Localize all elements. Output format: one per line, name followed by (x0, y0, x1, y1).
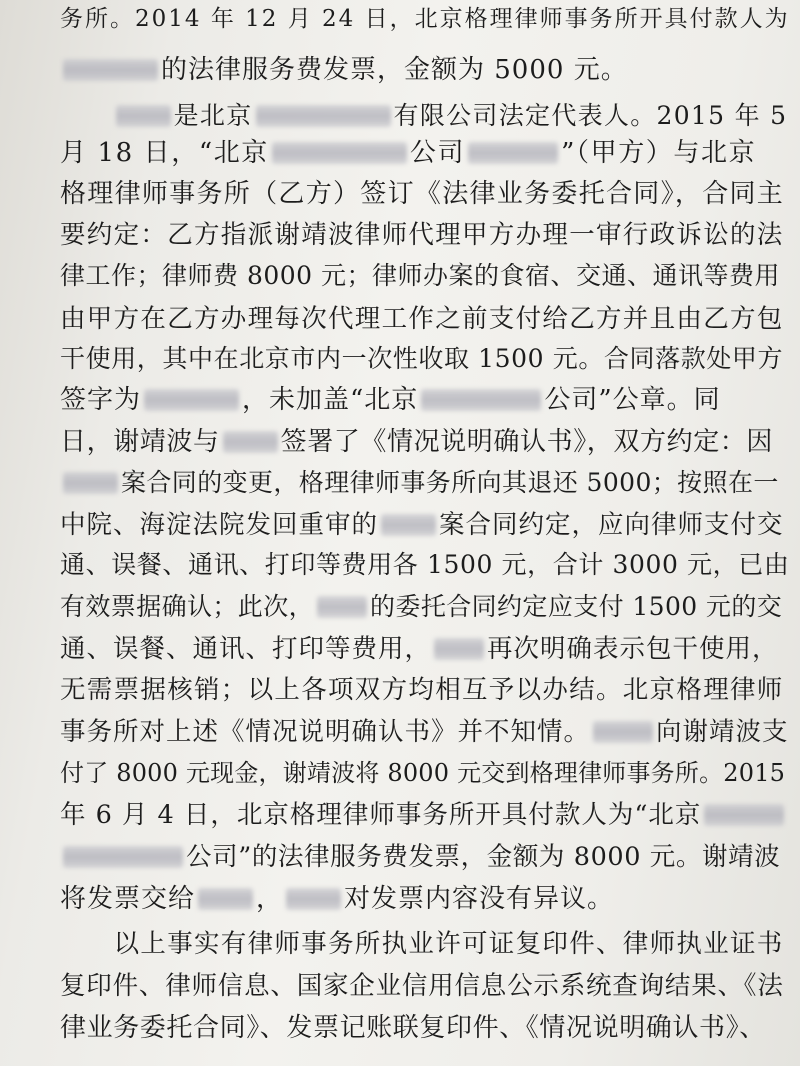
text-line (60, 632, 779, 666)
text-line (60, 136, 757, 170)
text-segment: 由甲方在乙方办理每次代理工作之前支付给乙方并且由乙方包 (60, 304, 784, 334)
text-segment: 向谢靖波支 (656, 717, 789, 747)
text-segment: 通、误餐、通讯、打印等费用， (60, 634, 432, 664)
text-segment: 签署了《情况说明确认书》，双方约定：因 (280, 427, 774, 457)
redaction-mark (272, 142, 407, 164)
text-segment: 律业务委托合同》、发票记账联复印件、《情况说明确认书》、 (60, 1013, 766, 1043)
text-segment: 事务所对上述《情况说明确认书》并不知情。 (60, 717, 591, 747)
text-segment: 通、误餐、通讯、打印等费用各 1500 元，合计 3000 元，已由 (60, 550, 790, 579)
text-segment: 年 6 月 4 日，北京格理律师事务所开具付款人为“北京 (60, 800, 702, 830)
redaction-mark (223, 431, 278, 453)
text-line (60, 425, 774, 459)
redaction-mark (593, 721, 653, 743)
redaction-mark (144, 389, 239, 411)
text-segment: 复印件、律师信息、国家企业信用信息公示系统查询结果、《法 (60, 971, 784, 1001)
text-line (60, 53, 740, 87)
text-line (60, 673, 784, 707)
text-line (60, 715, 789, 749)
text-line (60, 927, 784, 961)
redaction-mark (63, 846, 183, 868)
text-segment: 的委托合同约定应支付 1500 元的交 (370, 592, 783, 621)
text-segment: 再次明确表示包干使用， (487, 634, 779, 664)
text-line (60, 882, 740, 916)
text-line (60, 756, 786, 790)
text-segment: ，未加盖“北京 (242, 385, 419, 415)
text-line (60, 99, 788, 133)
text-line (60, 218, 784, 252)
redaction-mark (421, 389, 541, 411)
redaction-mark (63, 472, 118, 494)
text-line (60, 259, 781, 293)
text-line (60, 798, 740, 832)
text-segment: 将发票交给 (60, 884, 196, 914)
redaction-mark (286, 888, 341, 910)
text-segment: 的法律服务费发票，金额为 5000 元。 (161, 55, 628, 85)
redaction-mark (317, 596, 367, 618)
text-line (60, 548, 790, 582)
text-segment: 对发票内容没有异议。 (344, 884, 615, 914)
text-segment: 月 18 日，“北京 (60, 138, 269, 168)
redaction-mark (63, 59, 158, 81)
redaction-mark (116, 105, 171, 127)
text-line (60, 2, 790, 36)
text-segment (60, 101, 113, 130)
redaction-mark (198, 888, 253, 910)
text-segment: 公司”的法律服务费发票，金额为 8000 元。谢靖波 (186, 842, 781, 872)
redaction-mark (256, 105, 391, 127)
redaction-mark (704, 804, 784, 826)
text-segment: 签字为 (60, 385, 142, 415)
text-segment: 公司”公章。同 (544, 385, 721, 415)
text-line (60, 383, 740, 417)
text-line (60, 969, 784, 1003)
text-segment: 日，谢靖波与 (60, 427, 220, 457)
redaction-mark (468, 142, 558, 164)
text-segment: 有效票据确认；此次， (60, 592, 315, 621)
text-segment: 以上事实有律师事务所执业许可证复印件、律师执业证书 (60, 929, 784, 959)
text-segment: ， (256, 884, 284, 914)
text-line (60, 590, 783, 624)
text-segment: 案合同约定，应向律师支付交 (439, 510, 784, 540)
text-segment: 格理律师事务所（乙方）签订《法律业务委托合同》，合同主 (60, 179, 785, 209)
text-line (60, 840, 781, 874)
text-segment: 要约定：乙方指派谢靖波律师代理甲方办理一审行政诉讼的法 (60, 220, 784, 250)
text-segment: 律工作；律师费 8000 元；律师办案的食宿、交通、通讯等费用 (60, 261, 781, 290)
text-line (60, 302, 784, 336)
text-segment: ”（甲方）与北京 (561, 138, 757, 168)
text-line (60, 342, 784, 376)
text-line (60, 177, 785, 211)
text-line (60, 466, 779, 500)
text-segment: 干使用，其中在北京市内一次性收取 1500 元。合同落款处甲方 (60, 344, 784, 373)
redaction-mark (381, 514, 436, 536)
text-line (60, 508, 784, 542)
redaction-mark (434, 638, 484, 660)
text-segment: 案合同的变更，格理律师事务所向其退还 5000；按照在一 (121, 468, 779, 497)
text-segment: 付了 8000 元现金，谢靖波将 8000 元交到格理律师事务所。2015 (60, 759, 786, 787)
text-segment: 务所。2014 年 12 月 24 日，北京格理律师事务所开具付款人为 (60, 6, 790, 32)
text-segment: 公司 (409, 138, 466, 168)
text-segment: 无需票据核销；以上各项双方均相互予以办结。北京格理律师 (60, 675, 784, 705)
text-line (60, 1011, 766, 1045)
text-segment: 有限公司法定代表人。2015 年 5 (393, 101, 788, 130)
text-segment: 中院、海淀法院发回重审的 (60, 510, 379, 540)
text-segment: 是北京 (173, 101, 253, 130)
